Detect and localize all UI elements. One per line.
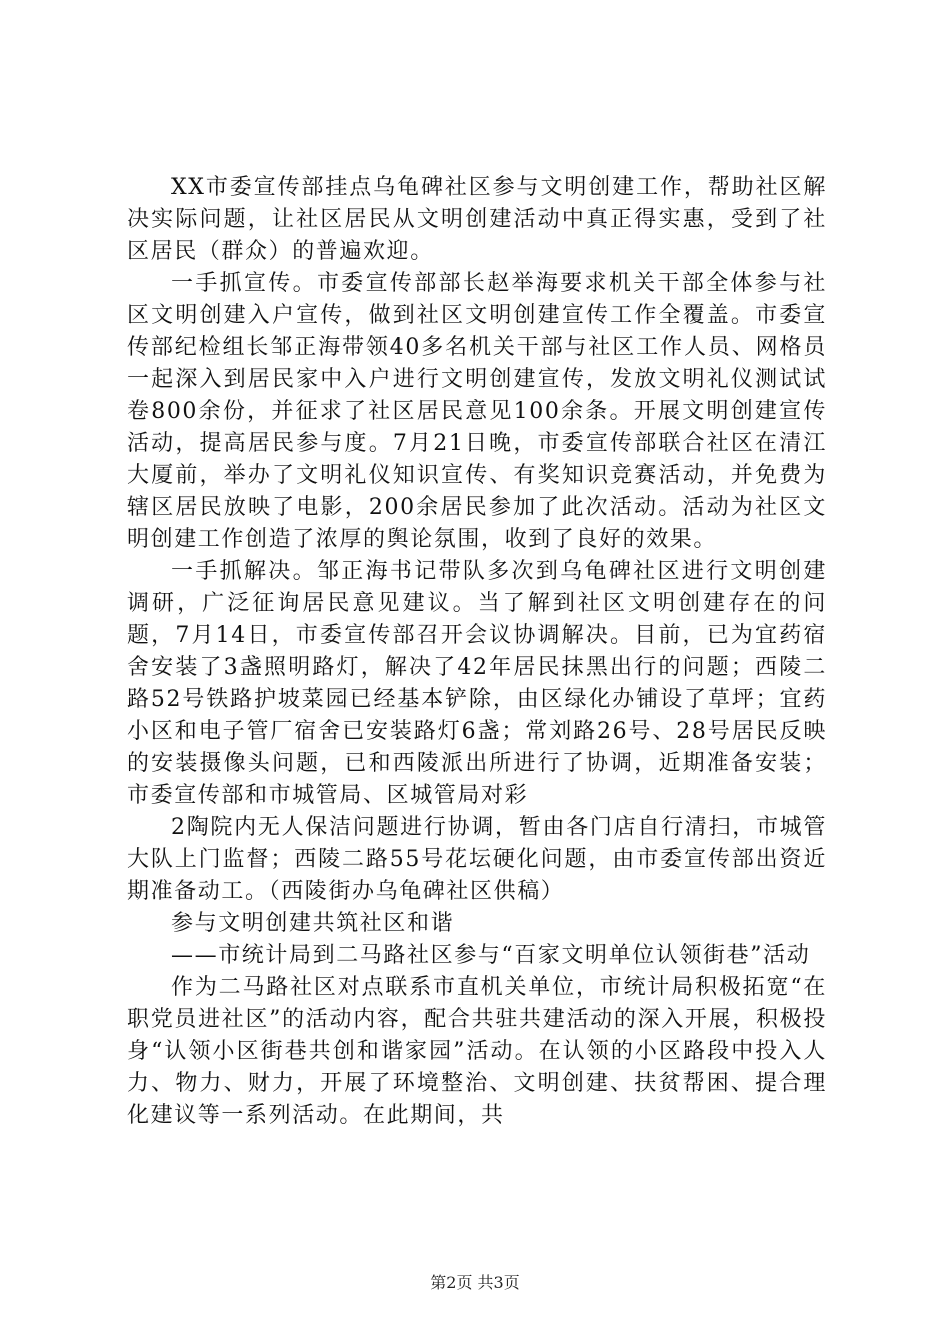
article-title: 参与文明创建共筑社区和谐 bbox=[171, 911, 455, 936]
document-body bbox=[127, 172, 827, 1132]
paragraph-publicity: 一手抓宣传。市委宣传部部长赵举海要求机关干部全体参与社区文明创建入户宣传，做到社区文明创建宣传工作全覆盖。市委宣传部纪检组长邹正海带领40多名机关干部与社区工作人员、网格员一起深入到居民家中入户进行文明创建宣传，发放文明礼仪测试试卷800余份，并征求了社区居民意见100余条。开展文明创建宣传活动，提高居民参与度。7月21日晚，市委宣传部联合社区在清江大厦前，举办了文明礼仪知识宣传、有奖知识竞赛活动，并免费为辖区居民放映了电影，200余居民参加了此次活动。活动为社区文明创建工作创造了浓厚的舆论氛围，收到了良好的效果。 bbox=[127, 271, 827, 552]
page-footer: 第2页 共3页 bbox=[430, 1273, 520, 1292]
paragraph-solutions: 一手抓解决。邹正海书记带队多次到乌龟碑社区进行文明创建调研，广泛征询居民意见建议。当了解到社区文明创建存在的问题，7月14日，市委宣传部召开会议协调解决。目前，已为宜药宿舍安装了3盏照明路灯，解决了42年居民抹黑出行的问题；西陵二路52号铁路护坡菜园已经基本铲除，由区绿化办铺设了草坪；宜药小区和电子管厂宿舍已安装路灯6盏；常刘路26号、28号居民反映的安装摄像头问题，已和西陵派出所进行了协调，近期准备安装；市委宣传部和市城管局、区城管局对彩 bbox=[127, 559, 827, 808]
paragraph-cleaning: 2陶院内无人保洁问题进行协调，暂由各门店自行清扫，市城管大队上门监督；西陵二路55号花坛硬化问题，由市委宣传部出资近期准备动工。（西陵街办乌龟碑社区供稿） bbox=[127, 815, 827, 904]
paragraph-intro: XX市委宣传部挂点乌龟碑社区参与文明创建工作，帮助社区解决实际问题，让社区居民从文明创建活动中真正得实惠，受到了社区居民（群众）的普遍欢迎。 bbox=[127, 175, 827, 264]
paragraph-statistics-bureau: 作为二马路社区对点联系市直机关单位，市统计局积极拓宽“在职党员进社区”的活动内容，配合共驻共建活动的深入开展，积极投身“认领小区街巷共创和谐家园”活动。在认领的小区路段中投入人力、物力、财力，开展了环境整治、文明创建、扶贫帮困、提合理化建议等一系列活动。在此期间，共 bbox=[127, 975, 827, 1128]
article-subtitle: ——市统计局到二马路社区参与“百家文明单位认领街巷”活动 bbox=[171, 943, 811, 968]
